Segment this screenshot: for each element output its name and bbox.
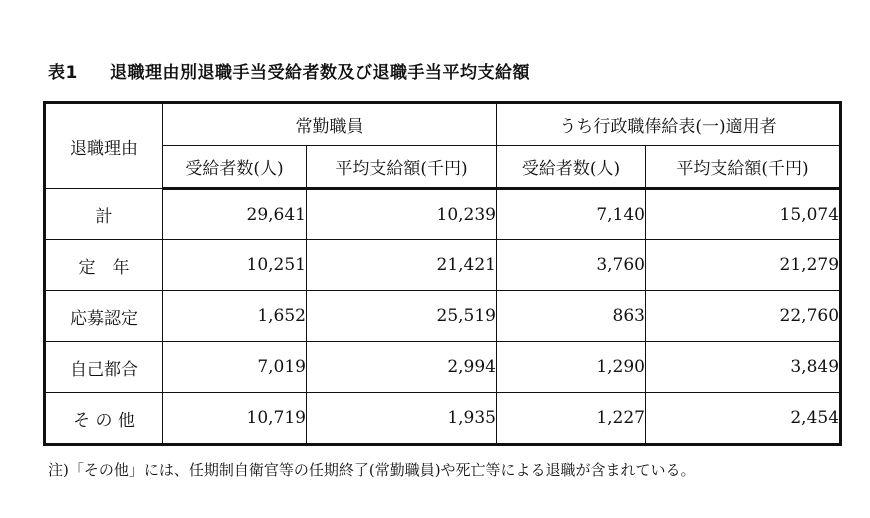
cell-value: 2,454 (646, 393, 841, 445)
table-row (45, 240, 841, 291)
cell-value: 1,935 (307, 393, 497, 445)
cell-value: 1,652 (163, 291, 307, 342)
table-row (45, 291, 841, 342)
header-avg-amount: 平均支給額(千円) (307, 146, 497, 189)
table-row (45, 189, 841, 240)
row-label: 定 年 (45, 240, 163, 291)
retirement-allowance-table (43, 101, 842, 446)
header-recipients: 受給者数(人) (163, 146, 307, 189)
cell-value: 1,290 (497, 342, 646, 393)
header-avg-amount: 平均支給額(千円) (646, 146, 841, 189)
cell-value: 21,421 (307, 240, 497, 291)
cell-value: 863 (497, 291, 646, 342)
cell-value: 10,719 (163, 393, 307, 445)
cell-value: 10,251 (163, 240, 307, 291)
cell-value: 15,074 (646, 189, 841, 240)
table-footnote: 注)「その他」には、任期制自衛官等の任期終了(常勤職員)や死亡等による退職が含まれている。 (48, 461, 696, 479)
row-label: 計 (45, 189, 163, 240)
cell-value: 7,140 (497, 189, 646, 240)
cell-value: 22,760 (646, 291, 841, 342)
cell-value: 29,641 (163, 189, 307, 240)
row-label: 応募認定 (45, 291, 163, 342)
header-group-admin: うち行政職俸給表(一)適用者 (497, 103, 841, 146)
table-row (45, 393, 841, 445)
table-number: 表1 (48, 63, 78, 83)
header-recipients: 受給者数(人) (497, 146, 646, 189)
table-title-text: 退職理由別退職手当受給者数及び退職手当平均支給額 (110, 63, 530, 83)
cell-value: 10,239 (307, 189, 497, 240)
cell-value: 3,849 (646, 342, 841, 393)
cell-value: 2,994 (307, 342, 497, 393)
header-reason: 退職理由 (45, 103, 163, 189)
cell-value: 21,279 (646, 240, 841, 291)
table-title (48, 58, 530, 83)
cell-value: 1,227 (497, 393, 646, 445)
header-group-fulltime: 常勤職員 (163, 103, 497, 146)
row-label: そ の 他 (45, 393, 163, 445)
cell-value: 3,760 (497, 240, 646, 291)
table-row (45, 342, 841, 393)
cell-value: 7,019 (163, 342, 307, 393)
row-label: 自己都合 (45, 342, 163, 393)
cell-value: 25,519 (307, 291, 497, 342)
